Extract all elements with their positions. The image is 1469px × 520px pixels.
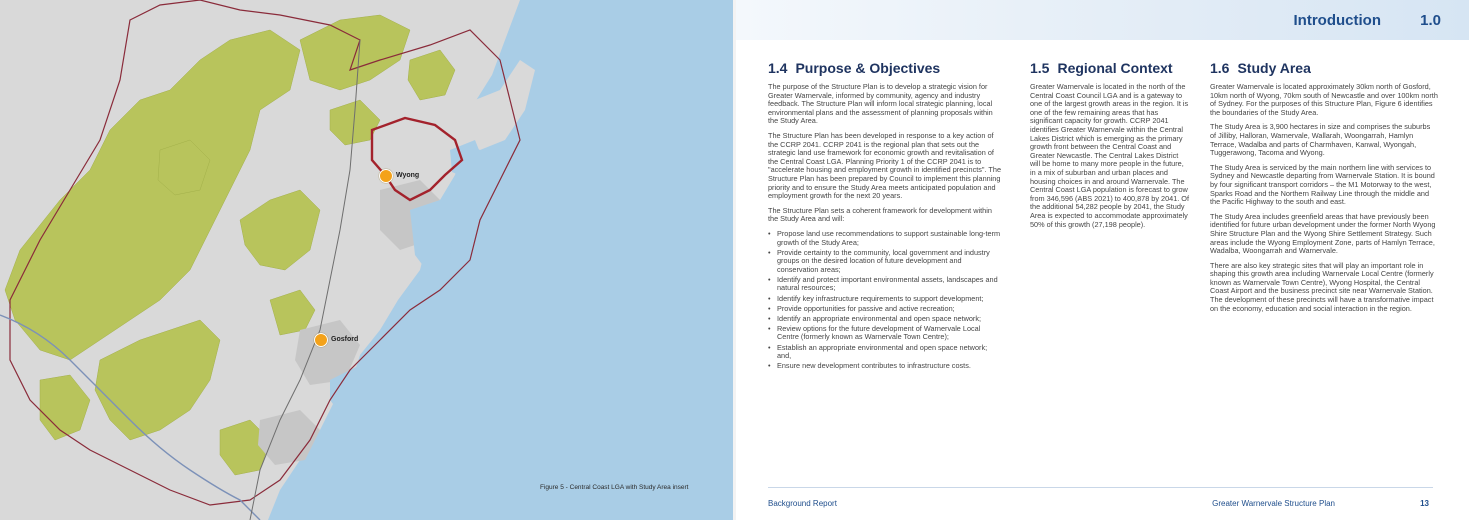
wyong-label: Wyong — [396, 172, 420, 179]
page-number: 13 — [1420, 499, 1429, 508]
paragraph: The Study Area is serviced by the main northern line with services to Sydney and Newcastle departing from Warnervale Station. It is bound by four significant transport corridors – the M1 Motorway to the west, Sparks Road and the Northern Railway Line through the middle and the Pacific Highway to the south and east. — [1210, 162, 1435, 207]
list-item: • Identify and protect important environmental assets, landscapes and natural resources; — [768, 274, 998, 293]
list-item: • Identify key infrastructure requirements to support development; — [768, 293, 984, 303]
text-page — [736, 0, 1469, 520]
paragraph: Greater Warnervale is located in the north of the Central Coast Council LGA and is a gateway to one of the largest growth areas in the region. It is one of the few remaining areas that has significant capacity for growth. CCRP 2041 identifies Greater Warnervale within the Central Lakes District which is emerging as the primary growth front between the Central Coast and Greater Newcastle. The Central Lakes District will be home to many more people in the future, in a mix of suburban and urban places and housing choices in and around Warnervale. The Central Coast LGA population is forecast to grow from 346,596 (ABS 2021) to 400,878 by 2041. Of the additional 54,282 people by 2041, the Study Area is expected to accommodate approximately 50% of this growth (27,198 people). — [1030, 82, 1190, 229]
regional-section — [1030, 60, 1190, 235]
list-item: • Establish an appropriate environmental and open space network; and, — [768, 342, 988, 361]
section-number: 1.6 — [1210, 60, 1230, 76]
paragraph: The Study Area is 3,900 hectares in size and comprises the suburbs of Jilliby, Halloran, Warnervale, Wallarah, Woongarrah, Hamlyn Terrace, Wadalba and parts of Charmhaven, Kanwal, Wyongah, Tuggerawong, Tacoma and Wyong. — [1210, 122, 1431, 158]
paragraph: The purpose of the Structure Plan is to develop a strategic vision for Greater Warnervale, informed by community, agency and industry feedback. The Structure Plan will inform local strategic planning, local environmental plans and the assessment of planning proposals within the Study Area. — [768, 82, 993, 126]
list-item: • Propose land use recommendations to support sustainable long-term growth of the Study Area; — [768, 228, 1001, 247]
section-title: Purpose & Objectives — [795, 60, 941, 76]
list-item: • Provide opportunities for passive and active recreation; — [768, 303, 955, 313]
wyong-marker — [379, 169, 393, 183]
paragraph: The Structure Plan has been developed in response to a key action of the CCRP 2041. CCRP 2041 is the regional plan that sets out the strategic land use framework for economic growth and revitalisation of the Central Coast LGA. Planning Priority 1 of the CCRP 2041 is to "accelerate housing and employment growth in identified precincts". The Structure Plan has been prepared by Council to implement this planning priority and to ensure the Study Area meets anticipated population and employment growth for the next 20 years. — [768, 130, 1002, 201]
section-number: 1.4 — [768, 60, 788, 76]
footer-document-title: Greater Warnervale Structure Plan — [1212, 499, 1335, 508]
list-item: • Ensure new development contributes to infrastructure costs. — [768, 361, 971, 371]
paragraph: There are also key strategic sites that will play an important role in shaping this growth area including Warnervale Local Centre (formerly known as Warnervale Town Centre), Wyong Hospital, the Central Coast Airport and the business precinct site near Warnervale Station. The development of these precincts will have a transformative impact on the economy, education and social interaction in the region. — [1210, 260, 1434, 313]
map-graphic — [0, 0, 733, 520]
header-band — [736, 0, 1469, 40]
paragraph: Greater Warnervale is located approximately 30km north of Gosford, 10km north of Wyong, 70km south of Newcastle and over 100km north of Sydney. For the purposes of this Structure Plan, Figure 6 identifies the boundaries of the Study Area. — [1210, 82, 1438, 117]
regional-heading — [1030, 60, 1190, 76]
paragraph: The Structure Plan sets a coherent framework for development within the Study Area and will: — [768, 205, 992, 224]
gosford-marker — [314, 333, 328, 347]
footer-report-name: Background Report — [768, 499, 837, 508]
list-item: • Identify an appropriate environmental and open space network; — [768, 313, 982, 323]
section-title: Study Area — [1237, 60, 1311, 76]
section-number: 1.5 — [1030, 60, 1050, 76]
study-heading — [1210, 60, 1438, 76]
section-title: Regional Context — [1057, 60, 1173, 76]
purpose-heading — [768, 60, 1002, 76]
study-area-map — [0, 0, 733, 520]
list-item: • Provide certainty to the community, local government and industry groups on the desired location of future development and conservation areas; — [768, 247, 990, 274]
list-item: • Review options for the future development of Warnervale Local Centre (formerly known as Warnervale Town Centre); — [768, 323, 981, 342]
study-section — [1210, 60, 1438, 319]
objectives-list — [768, 230, 1002, 371]
gosford-label: Gosford — [331, 336, 359, 343]
footer-divider — [768, 487, 1433, 488]
paragraph: The Study Area includes greenfield areas that have previously been identified for future urban development under the former North Wyong Shire Structure Plan and the Wyong Shire Settlement Strategy. Such areas include the Wyong Employment Zone, parts of Hamlyn Terrace, Wadalba, Woongarrah and Warnervale. — [1210, 211, 1436, 256]
purpose-section — [768, 60, 1002, 372]
figure-caption: Figure 5 - Central Coast LGA with Study Area insert — [540, 484, 689, 491]
chapter-number: 1.0 — [1420, 12, 1441, 29]
chapter-title: Introduction — [1293, 12, 1381, 29]
